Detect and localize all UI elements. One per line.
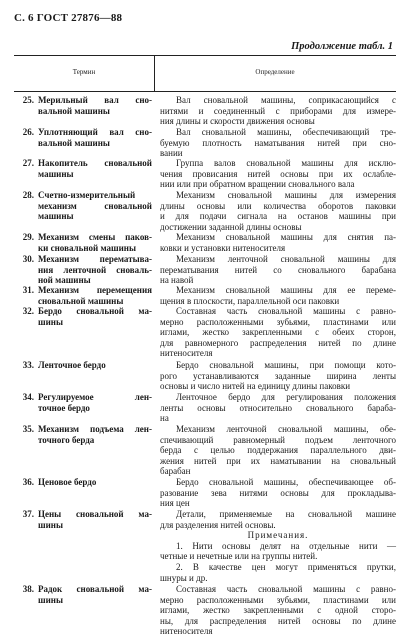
term-line: Ленточное бердо (38, 360, 106, 370)
definition-line: ния цен (160, 498, 190, 509)
term-line: точного берда (38, 434, 95, 445)
term-name (38, 509, 152, 530)
term-name (38, 254, 152, 286)
definition-line: Механизм сновальной машины для измерения (176, 190, 396, 200)
definition-line: мерно расположенными зубьями, пластинами или (160, 594, 396, 605)
term-number: 28. (22, 190, 34, 200)
term-line: Радок сновальной ма- (38, 584, 152, 594)
term-definition (160, 392, 396, 424)
definition-line: Ленточное бердо для регулирования положения (176, 392, 396, 402)
column-header-definition: Определение (255, 68, 295, 76)
definition-line: Бердо сновальной машины, обеспечивающее об- (176, 477, 396, 487)
definition-line: иглами, жестко закрепленными с одной сторо- (160, 605, 396, 616)
definition-line: длины основы или количества оборотов паковки (160, 200, 396, 211)
term-line: шины (38, 316, 63, 327)
term-definition (160, 306, 396, 359)
definition-line: перематывания нитей со сновального барабана (160, 264, 396, 275)
definition-line: Детали, применяемые на сновальной машине (176, 509, 396, 519)
term-number: 35. (22, 424, 34, 434)
definition-line: Группа валов сновальной машины для исклю- (176, 158, 396, 168)
definition-line: щения в плоскости, параллельной оси паковки (160, 295, 340, 306)
definition-line: нитеносителя (160, 348, 213, 359)
definition-line: берда с целью поддержания параллельного дви- (160, 445, 396, 456)
definition-line: на навой (160, 275, 194, 286)
term-line: ной машины (38, 275, 91, 286)
term-name (38, 424, 152, 445)
definition-line: барабан (160, 466, 191, 477)
term-number: 30. (22, 254, 34, 264)
term-definition (160, 95, 396, 127)
definition-line: мерно расположенными зубьями, пластинами или (160, 316, 396, 327)
term-line: Счетно-измерительный (38, 190, 136, 200)
term-definition (160, 509, 396, 583)
term-line: Мерильный вал сно- (38, 95, 152, 105)
term-line: ния ленточной сноваль- (38, 264, 152, 275)
term-line: Накопитель сновальной (38, 158, 152, 168)
term-line: Механизм перематыва- (38, 254, 152, 264)
term-line: шины (38, 519, 63, 530)
term-name (38, 95, 152, 116)
definition-line: буемую плотность наматывания нитей при сно- (160, 137, 396, 148)
term-number: 26. (22, 127, 34, 137)
term-number: 38. (22, 584, 34, 594)
term-line: Регулируемое лен- (38, 392, 152, 402)
definition-line: нитеносителя (160, 626, 213, 637)
term-definition (160, 477, 396, 509)
definition-line: ния длины и скорости движения основы (160, 116, 315, 127)
term-definition (160, 424, 396, 477)
definition-line: Вал сновальной машины, соприкасающийся с (176, 95, 396, 105)
page-header: С. 6 ГОСТ 27876—88 (14, 12, 123, 24)
term-line: машины (38, 211, 74, 222)
definition-line: 1. Нити основы делят на отдельные нити — (176, 540, 396, 551)
term-name (38, 584, 152, 605)
header-bottom-rule (14, 91, 396, 92)
definition-line: чения провисания нитей основы при их ослабле- (160, 168, 396, 179)
term-name (38, 477, 152, 488)
term-number: 33. (22, 360, 34, 370)
term-number: 32. (22, 306, 34, 316)
term-name (38, 285, 152, 306)
definition-line: спечивающий равномерный подъем ленточного (160, 434, 396, 445)
definition-line: разование зева нитями основы для прокладыва- (160, 487, 396, 498)
definition-line: достижении заданной длины основы (160, 221, 302, 232)
table-body (14, 95, 396, 637)
term-name (38, 306, 152, 327)
term-name (38, 190, 152, 222)
term-line: сновальной машины (38, 295, 124, 306)
term-definition (160, 285, 396, 306)
term-line: вальной машины (38, 137, 110, 148)
definition-line: шнуры и др. (160, 572, 208, 583)
term-definition (160, 254, 396, 286)
definition-line: ны, для распределения нитей основы по длине (160, 615, 396, 626)
term-number: 34. (22, 392, 34, 402)
definition-line: Механизм ленточной сновальной машины для (176, 254, 396, 264)
term-number: 37. (22, 509, 34, 519)
term-definition (160, 158, 396, 190)
definition-line: для равномерного распределения нитей по длине (160, 337, 396, 348)
definition-line: рого устанавливаются заданные ширина ленты (160, 370, 396, 381)
definition-line: нитями и соединенный с приборами для измере- (160, 105, 396, 116)
definition-line: для разделения нитей основы. (160, 519, 276, 530)
term-name (38, 392, 152, 413)
definition-line: Примечания. (247, 530, 309, 541)
table-continuation-label: Продолжение табл. 1 (291, 41, 393, 52)
table-top-rule (14, 55, 396, 56)
term-definition (160, 232, 396, 253)
definition-line: основы и число нитей на единицу длины паковки (160, 381, 351, 392)
column-header-term: Термин (72, 68, 96, 76)
term-number: 29. (22, 232, 34, 242)
definition-line: жения нитей при их наматывании на сновальный (160, 455, 396, 466)
definition-line: Бердо сновальной машины, при помощи кото- (176, 360, 396, 370)
definition-line: иглами, жестко закрепленными с обеих сторон, (160, 327, 396, 338)
term-line: Механизм смены паков- (38, 232, 152, 242)
definition-line: ленты основы относительно сновального бараба- (160, 402, 396, 413)
definition-line: Механизм сновальной машины для снятия па- (176, 232, 396, 242)
term-name (38, 158, 152, 179)
definition-line: ковки и установки нитеносителя (160, 242, 286, 253)
term-definition (160, 190, 396, 232)
term-line: Бердо сновальной ма- (38, 306, 152, 316)
definition-line: четные и нечетные или на группы нитей. (160, 551, 318, 562)
term-name (38, 232, 152, 253)
definition-line: и для подачи сигнала на останов машины при (160, 211, 396, 222)
definition-line: 2. В качестве цен могут применяться прутки, (176, 561, 396, 572)
term-line: Механизм перемещения (38, 285, 152, 295)
term-number: 31. (22, 285, 34, 295)
definition-line: Механизм ленточной сновальной машины, обе- (176, 424, 396, 434)
term-line: ки сновальной машины (38, 242, 137, 253)
term-line: шины (38, 594, 63, 605)
term-name (38, 127, 152, 148)
term-number: 25. (22, 95, 34, 105)
term-definition (160, 360, 396, 392)
definition-line: вании (160, 148, 183, 159)
term-line: вальной машины (38, 105, 110, 116)
definition-line: Механизм сновальной машины для ее переме- (176, 285, 396, 295)
definition-line: нии или при обратном вращении сновального вала (160, 179, 355, 190)
definition-line: Вал сновальной машины, обеспечивающий тре- (176, 127, 396, 137)
term-number: 36. (22, 477, 34, 487)
term-line: механизм сновальной (38, 200, 152, 211)
term-line: Ценовое бердо (38, 477, 97, 487)
term-name (38, 360, 152, 371)
terms-table (14, 55, 396, 637)
term-line: точное бердо (38, 402, 90, 413)
term-definition (160, 127, 396, 159)
term-number: 27. (22, 158, 34, 168)
term-line: Уплотняющий вал сно- (38, 127, 152, 137)
definition-line: Составная часть сновальной машины с равно- (176, 306, 396, 316)
term-line: Цены сновальной ма- (38, 509, 152, 519)
definition-line: на (160, 413, 169, 424)
term-definition (160, 584, 396, 637)
term-line: Механизм подъема лен- (38, 424, 152, 434)
term-line: машины (38, 168, 74, 179)
definition-line: Составная часть сновальной машины с равно- (176, 584, 396, 594)
